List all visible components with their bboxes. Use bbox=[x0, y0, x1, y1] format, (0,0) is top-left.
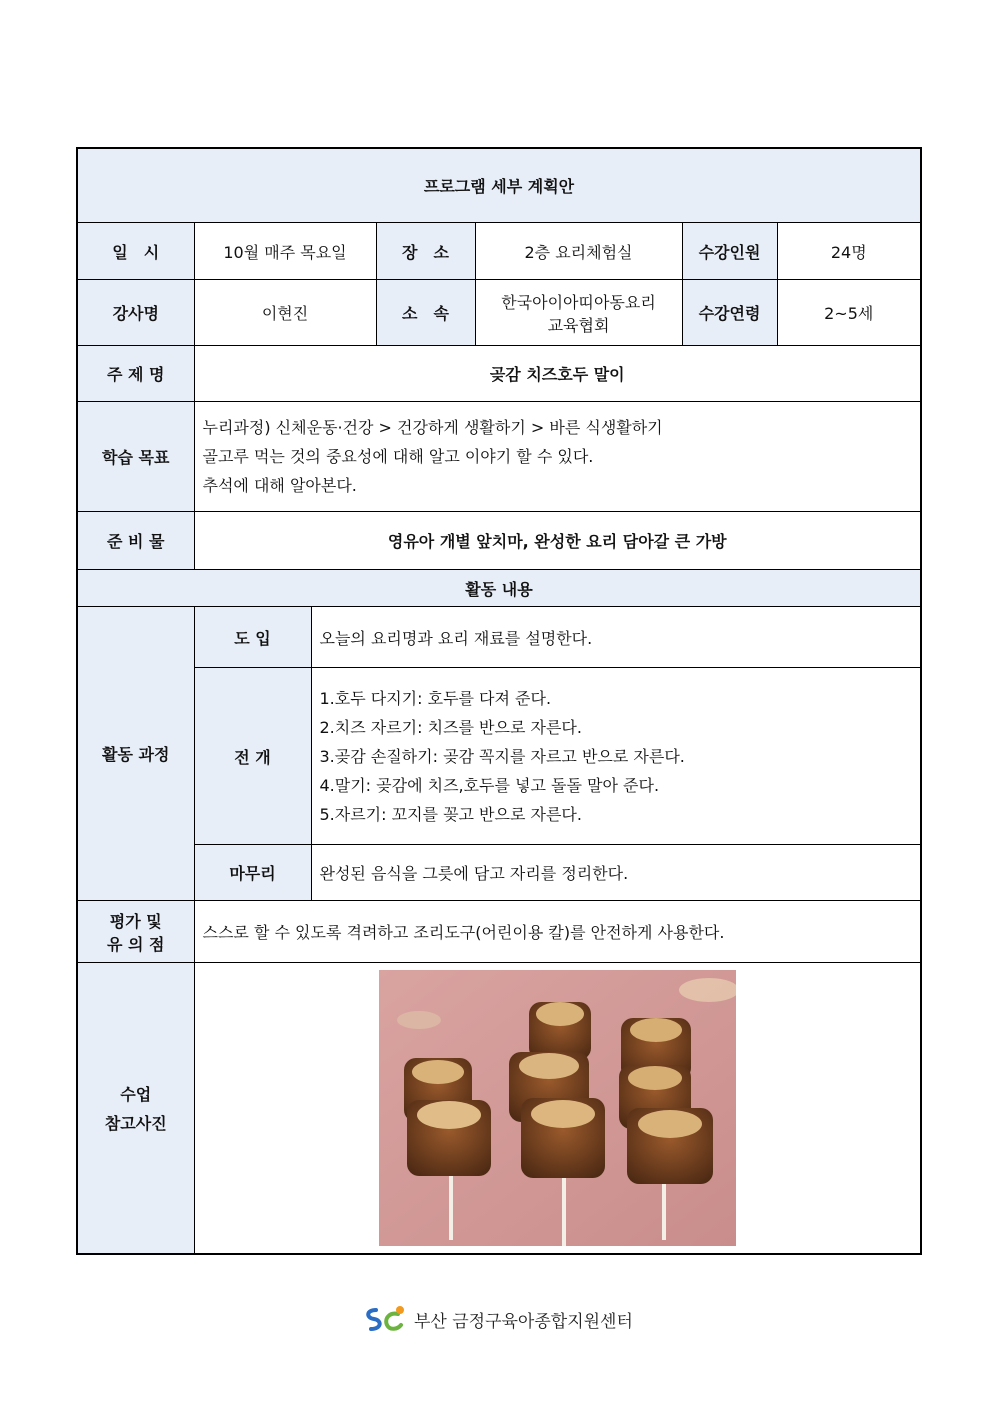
org-value-line2: 교육협회 bbox=[547, 315, 610, 335]
teacher-label: 강사명 bbox=[77, 280, 194, 346]
evaluation-label-line2: 유 의 점 bbox=[106, 934, 165, 954]
count-label: 수강인원 bbox=[682, 223, 777, 280]
step-item: 4.말기: 곶감에 치즈,호두를 넣고 돌돌 말아 준다. bbox=[319, 775, 660, 795]
evaluation-value: 스스로 할 수 있도록 격려하고 조리도구(어린이용 칼)를 안전하게 사용한다. bbox=[194, 901, 921, 963]
photo-cell bbox=[194, 963, 921, 1255]
count-value: 24명 bbox=[777, 223, 921, 280]
goals-label: 학습 목표 bbox=[77, 402, 194, 512]
materials-value: 영유아 개별 앞치마, 완성한 요리 담아갈 큰 가방 bbox=[194, 512, 921, 570]
dried-persimmon-roll-photo bbox=[379, 970, 736, 1246]
org-label: 소 속 bbox=[376, 280, 475, 346]
teacher-value: 이현진 bbox=[194, 280, 376, 346]
place-label: 장 소 bbox=[376, 223, 475, 280]
evaluation-label bbox=[77, 901, 194, 963]
step-item: 1.호두 다지기: 호두를 다져 준다. bbox=[319, 688, 552, 708]
intro-label: 도 입 bbox=[194, 607, 311, 668]
goal-line: 추석에 대해 알아본다. bbox=[202, 476, 357, 495]
photo-label-line2: 참고사진 bbox=[104, 1114, 167, 1133]
finish-value: 완성된 음식을 그릇에 담고 자리를 정리한다. bbox=[311, 845, 921, 901]
activity-header: 활동 내용 bbox=[77, 570, 921, 607]
date-value: 10월 매주 목요일 bbox=[194, 223, 376, 280]
org-value bbox=[475, 280, 682, 346]
photo-label bbox=[77, 963, 194, 1255]
intro-value: 오늘의 요리명과 요리 재료를 설명한다. bbox=[311, 607, 921, 668]
goal-line: 골고루 먹는 것의 중요성에 대해 알고 이야기 할 수 있다. bbox=[202, 447, 594, 466]
develop-label: 전 개 bbox=[194, 668, 311, 845]
photo-label-line1: 수업 bbox=[120, 1085, 152, 1104]
goals-value bbox=[194, 402, 921, 512]
program-plan-table bbox=[76, 147, 922, 1255]
center-logo-icon bbox=[362, 1304, 408, 1334]
footer bbox=[362, 1303, 633, 1335]
topic-label: 주 제 명 bbox=[77, 346, 194, 402]
org-value-line1: 한국아이아띠아동요리 bbox=[501, 292, 656, 312]
age-label: 수강연령 bbox=[682, 280, 777, 346]
step-item: 5.자르기: 꼬지를 꽂고 반으로 자른다. bbox=[319, 804, 582, 824]
step-item: 2.치즈 자르기: 치즈를 반으로 자른다. bbox=[319, 717, 582, 737]
finish-label: 마무리 bbox=[194, 845, 311, 901]
page-title: 프로그램 세부 계획안 bbox=[77, 148, 921, 223]
date-label: 일 시 bbox=[77, 223, 194, 280]
place-value: 2층 요리체험실 bbox=[475, 223, 682, 280]
step-item: 3.곶감 손질하기: 곶감 꼭지를 자르고 반으로 자른다. bbox=[319, 746, 685, 766]
materials-label: 준 비 물 bbox=[77, 512, 194, 570]
develop-steps bbox=[311, 668, 921, 845]
age-value: 2~5세 bbox=[777, 280, 921, 346]
topic-value: 곶감 치즈호두 말이 bbox=[194, 346, 921, 402]
process-label: 활동 과정 bbox=[77, 607, 194, 901]
evaluation-label-line1: 평가 및 bbox=[109, 911, 162, 931]
goal-line: 누리과정) 신체운동·건강 > 건강하게 생활하기 > 바른 식생활하기 bbox=[202, 418, 663, 437]
footer-org: 부산 금정구육아종합지원센터 bbox=[414, 1311, 633, 1332]
